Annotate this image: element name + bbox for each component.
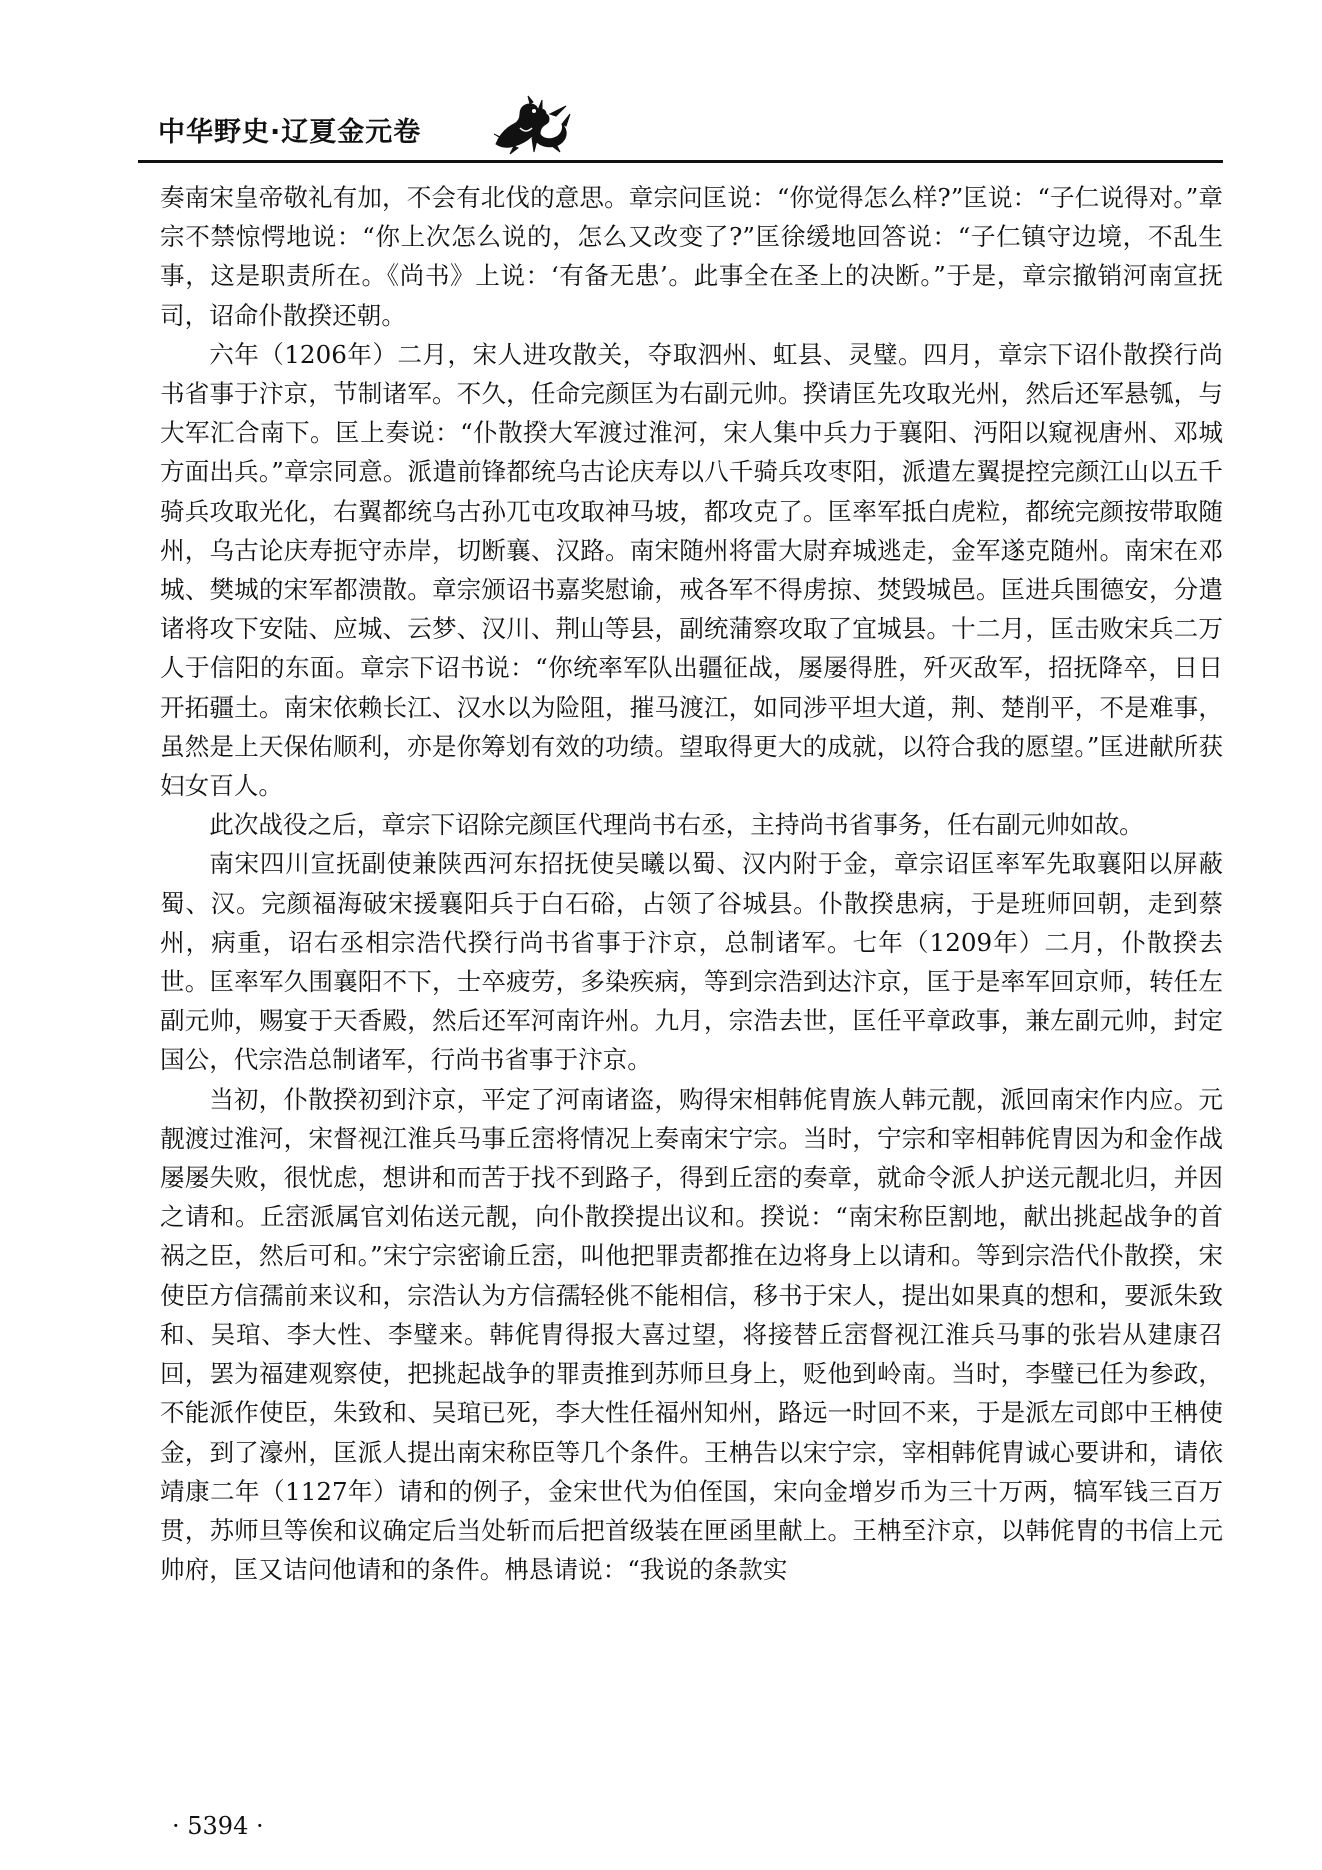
dragon-emblem-icon (490, 94, 574, 156)
paragraph-4: 南宋四川宣抚副使兼陕西河东招抚使吴曦以蜀、汉内附于金，章宗诏匡率军先取襄阳以屏蔽蜀、汉。完颜福海破宋援襄阳兵于白石硲，占领了谷城县。仆散揆患病，于是班师回朝，走到蔡州，病重，诏右丞相宗浩代揆行尚书省事于汴京，总制诸军。七年（1209年）二月，仆散揆去世。匡率军久围襄阳不下，士卒疲劳，多染疾病，等到宗浩到达汴京，匡于是率军回京师，转任左副元帅，赐宴于天香殿，然后还军河南许州。九月，宗浩去世，匡任平章政事，兼左副元帅，封定国公，代宗浩总制诸军，行尚书省事于汴京。 (160, 849, 1223, 1075)
paragraph-5: 当初，仆散揆初到汴京，平定了河南诸盗，购得宋相韩侂胄族人韩元靓，派回南宋作内应。元靓渡过淮河，宋督视江淮兵马事丘崈将情况上奏南宋宁宗。当时，宁宗和宰相韩侂胄因为和金作战屡屡失败，很忧虑，想讲和而苦于找不到路子，得到丘崈的奏章，就命令派人护送元靓北归，并因之请和。丘崈派属官刘佑送元靓，向仆散揆提出议和。揆说：“南宋称臣割地，献出挑起战争的首祸之臣，然后可和。”宋宁宗密谕丘崈，叫他把罪责都推在边将身上以请和。等到宗浩代仆散揆，宋使臣方信孺前来议和，宗浩认为方信孺轻佻不能相信，移书于宋人，提出如果真的想和，要派朱致和、吴琯、李大性、李璧来。韩侂胄得报大喜过望，将接替丘崈督视江淮兵马事的张岩从建康召回，罢为福建观察使，把挑起战争的罪责推到苏师旦身上，贬他到岭南。当时，李璧已任为参政，不能派作使臣，朱致和、吴琯已死，李大性任福州知州，路远一时回不来，于是派左司郎中王柟使金，到了濠州，匡派人提出南宋称臣等几个条件。王柟告以宋宁宗，宰相韩侂胄诚心要讲和，请依靖康二年（1127年）请和的例子，金宋世代为伯侄国，宋向金增岁币为三十万两，犒军钱三百万贯，苏师旦等俟和议确定后当处斩而后把首级装在匣函里献上。王柟至汴京，以韩侂胄的书信上元帅府，匡又诘问他请和的条件。柟恳请说：“我说的条款实 (160, 1084, 1223, 1585)
header-rule (138, 160, 1223, 163)
body-text (160, 178, 1223, 1589)
paragraph-3: 此次战役之后，章宗下诏除完颜匡代理尚书右丞，主持尚书省事务，任右副元帅如故。 (209, 810, 1144, 840)
paragraph-1: 奏南宋皇帝敬礼有加，不会有北伐的意思。章宗问匡说：“你觉得怎么样?”匡说：“子仁说得对。”章宗不禁惊愕地说：“你上次怎么说的，怎么又改变了?”匡徐缓地回答说：“子仁镇守边境，不乱生事，这是职责所在。《尚书》上说：‘有备无患’。此事全在圣上的决断。”于是，章宗撤销河南宣抚司，诏命仆散揆还朝。 (160, 183, 1223, 330)
running-header (138, 92, 1223, 166)
series-title: 中华野史·辽夏金元卷 (158, 117, 422, 148)
page-number: · 5394 · (172, 1812, 264, 1840)
paragraph-2: 六年（1206年）二月，宋人进攻散关，夺取泗州、虹县、灵璧。四月，章宗下诏仆散揆行尚书省事于汴京，节制诸军。不久，任命完颜匡为右副元帅。揆请匡先攻取光州，然后还军悬瓠，与大军汇合南下。匡上奏说：“仆散揆大军渡过淮河，宋人集中兵力于襄阳、沔阳以窥视唐州、邓城方面出兵。”章宗同意。派遣前锋都统乌古论庆寿以八千骑兵攻枣阳，派遣左翼提控完颜江山以五千骑兵攻取光化，右翼都统乌古孙兀屯攻取神马坡，都攻克了。匡率军抵白虎粒，都统完颜按带取随州，乌古论庆寿扼守赤岸，切断襄、汉路。南宋随州将雷大尉弃城逃走，金军遂克随州。南宋在邓城、樊城的宋军都溃散。章宗颁诏书嘉奖慰谕，戒各军不得虏掠、焚毁城邑。匡进兵围德安，分遣诸将攻下安陆、应城、云梦、汉川、荆山等县，副统蒲察攻取了宜城县。十二月，匡击败宋兵二万人于信阳的东面。章宗下诏书说：“你统率军队出疆征战，屡屡得胜，歼灭敌军，招抚降卒，日日开拓疆土。南宋依赖长江、汉水以为险阻，摧马渡江，如同涉平坦大道，荆、楚削平，不是难事，虽然是上天保佑顺利，亦是你筹划有效的功绩。望取得更大的成就，以符合我的愿望。”匡进献所获妇女百人。 (160, 339, 1223, 801)
